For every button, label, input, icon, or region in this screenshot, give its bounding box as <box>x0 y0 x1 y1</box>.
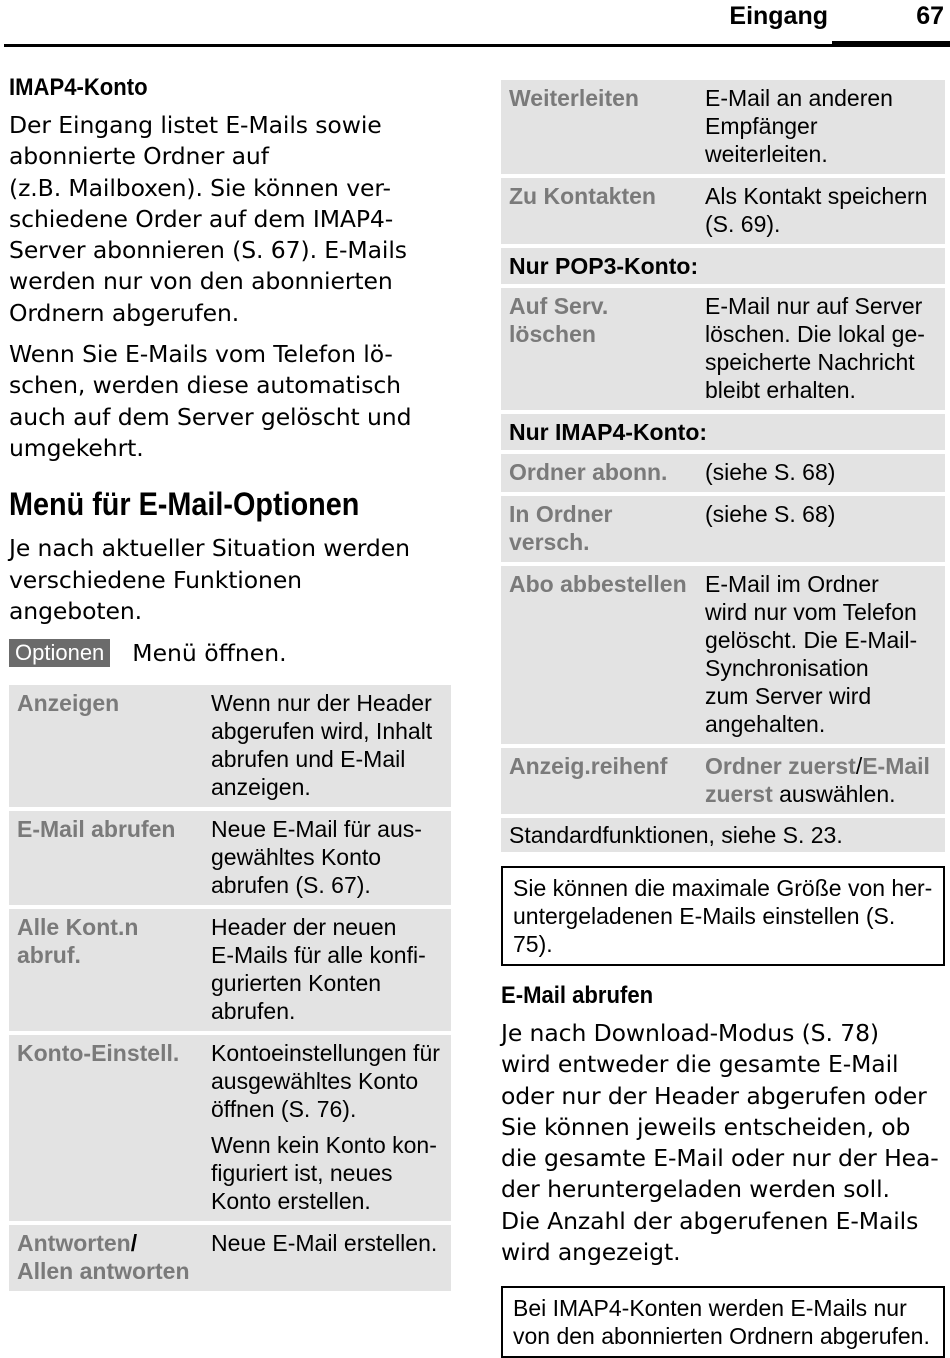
sort-separator: / <box>855 753 863 779</box>
note-box-size: Sie können die maximale Größe von her- untergeladenen E-Mails einstellen (S. 75). <box>501 866 945 966</box>
table-row <box>501 80 945 174</box>
option-description: Neue E-Mail erstellen. <box>203 1225 451 1291</box>
table-row <box>501 248 945 284</box>
option-description-cell <box>697 748 945 814</box>
header-tab-marker <box>832 41 950 47</box>
option-key: Weiterleiten <box>501 80 697 174</box>
page-title: Eingang <box>729 2 828 30</box>
menu-paragraph: Je nach aktueller Situation werden verschiedene Funktionen angeboten. <box>9 534 410 625</box>
option-key: Anzeig.reihenf <box>501 748 697 814</box>
table-row <box>501 178 945 244</box>
option-key: E-Mail abrufen <box>9 811 203 905</box>
option-key-a: Antworten <box>17 1230 131 1257</box>
table-row <box>9 1225 451 1291</box>
table-row <box>9 909 451 1031</box>
note-box-imap: Bei IMAP4-Konten werden E-Mails nur von den abonnierten Ordnern abgerufen. <box>501 1286 945 1358</box>
option-key: Zu Kontakten <box>501 178 697 244</box>
option-description: E-Mail nur auf Server löschen. Die lokal ge- speicherte Nachricht bleibt erhalten. <box>697 288 945 410</box>
option-description: E-Mail im Ordner wird nur vom Telefon gelöscht. Die E-Mail- Synchronisation zum Server wird angehalten. <box>697 566 945 744</box>
table-row <box>501 288 945 410</box>
sort-option-mails-first: E-Mail zuerst <box>705 753 930 807</box>
option-description: E-Mail an anderen Empfänger weiterleiten. <box>697 80 945 174</box>
option-key-separator: / <box>130 1230 138 1257</box>
option-description: Header der neuen E-Mails für alle konfi- gurierten Konten abrufen. <box>203 909 451 1031</box>
option-description-cell <box>203 1035 451 1221</box>
option-key-cell <box>9 1225 203 1291</box>
options-softkey: Optionen <box>9 639 110 667</box>
imap-paragraph-1: Der Eingang listet E-Mails sowie abonnierte Ordner auf (z.B. Mailboxen). Sie können ver- schiedene Order auf dem IMAP4- Server abonnieren (S. 67). E-Mails werden nur von den abonnierten Ordnern abgerufen. <box>9 111 407 327</box>
table-row <box>9 811 451 905</box>
sort-suffix: auswählen. <box>772 781 896 807</box>
imap-heading: IMAP4-Konto <box>9 74 148 101</box>
table-row <box>501 818 945 852</box>
group-heading-imap4: Nur IMAP4-Konto: <box>501 414 945 450</box>
imap-paragraph-2: Wenn Sie E-Mails vom Telefon lö- schen, werden diese automatisch auch auf dem Server gelöscht und umgekehrt. <box>9 340 412 462</box>
page-number: 67 <box>916 2 944 30</box>
page-header <box>0 0 950 50</box>
softkey-row <box>9 639 451 667</box>
option-description: Als Kontakt speichern (S. 69). <box>697 178 945 244</box>
option-description: Neue E-Mail für aus- gewähltes Konto abrufen (S. 67). <box>203 811 451 905</box>
option-description-extra: Wenn kein Konto kon- figuriert ist, neues Konto erstellen. <box>211 1132 437 1215</box>
left-column <box>9 74 451 1295</box>
group-heading-pop3: Nur POP3-Konto: <box>501 248 945 284</box>
option-key: Ordner abonn. <box>501 454 697 492</box>
fetch-heading: E-Mail abrufen <box>501 982 654 1009</box>
softkey-description: Menü öffnen. <box>132 639 287 668</box>
right-column <box>501 80 945 1358</box>
table-row <box>9 685 451 807</box>
option-key: Anzeigen <box>9 685 203 807</box>
options-table-left <box>9 681 451 1295</box>
table-row <box>9 1035 451 1221</box>
option-key: Alle Kont.n abruf. <box>9 909 203 1031</box>
option-description: Wenn nur der Header abgerufen wird, Inhalt abrufen und E-Mail anzeigen. <box>203 685 451 807</box>
table-row <box>501 748 945 814</box>
table-row <box>501 496 945 562</box>
option-key: In Ordner versch. <box>501 496 697 562</box>
standard-functions-note: Standardfunktionen, siehe S. 23. <box>501 818 945 852</box>
menu-section-title: Menü für E-Mail-Optionen <box>9 486 360 523</box>
fetch-paragraph: Je nach Download-Modus (S. 78) wird entweder die gesamte E-Mail oder nur der Header abgerufen oder Sie können jeweils entscheiden, ob die gesamte E-Mail oder nur der Hea- der heruntergeladen werden soll. Die Anzahl der abgerufenen E-Mails wird angezeigt. <box>501 1019 939 1267</box>
option-description: (siehe S. 68) <box>697 496 945 562</box>
header-rule <box>4 44 950 47</box>
options-table-right <box>501 76 945 856</box>
option-key: Abo abbestellen <box>501 566 697 744</box>
table-row <box>501 414 945 450</box>
table-row <box>501 454 945 492</box>
option-key: Konto-Einstell. <box>9 1035 203 1221</box>
option-description: (siehe S. 68) <box>697 454 945 492</box>
sort-option-folders-first: Ordner zuerst <box>705 753 856 779</box>
table-row <box>501 566 945 744</box>
option-key: Auf Serv. löschen <box>501 288 697 410</box>
option-description: Kontoeinstellungen für ausgewähltes Konto öffnen (S. 76). <box>211 1040 440 1123</box>
option-key-b: Allen antworten <box>17 1258 190 1285</box>
